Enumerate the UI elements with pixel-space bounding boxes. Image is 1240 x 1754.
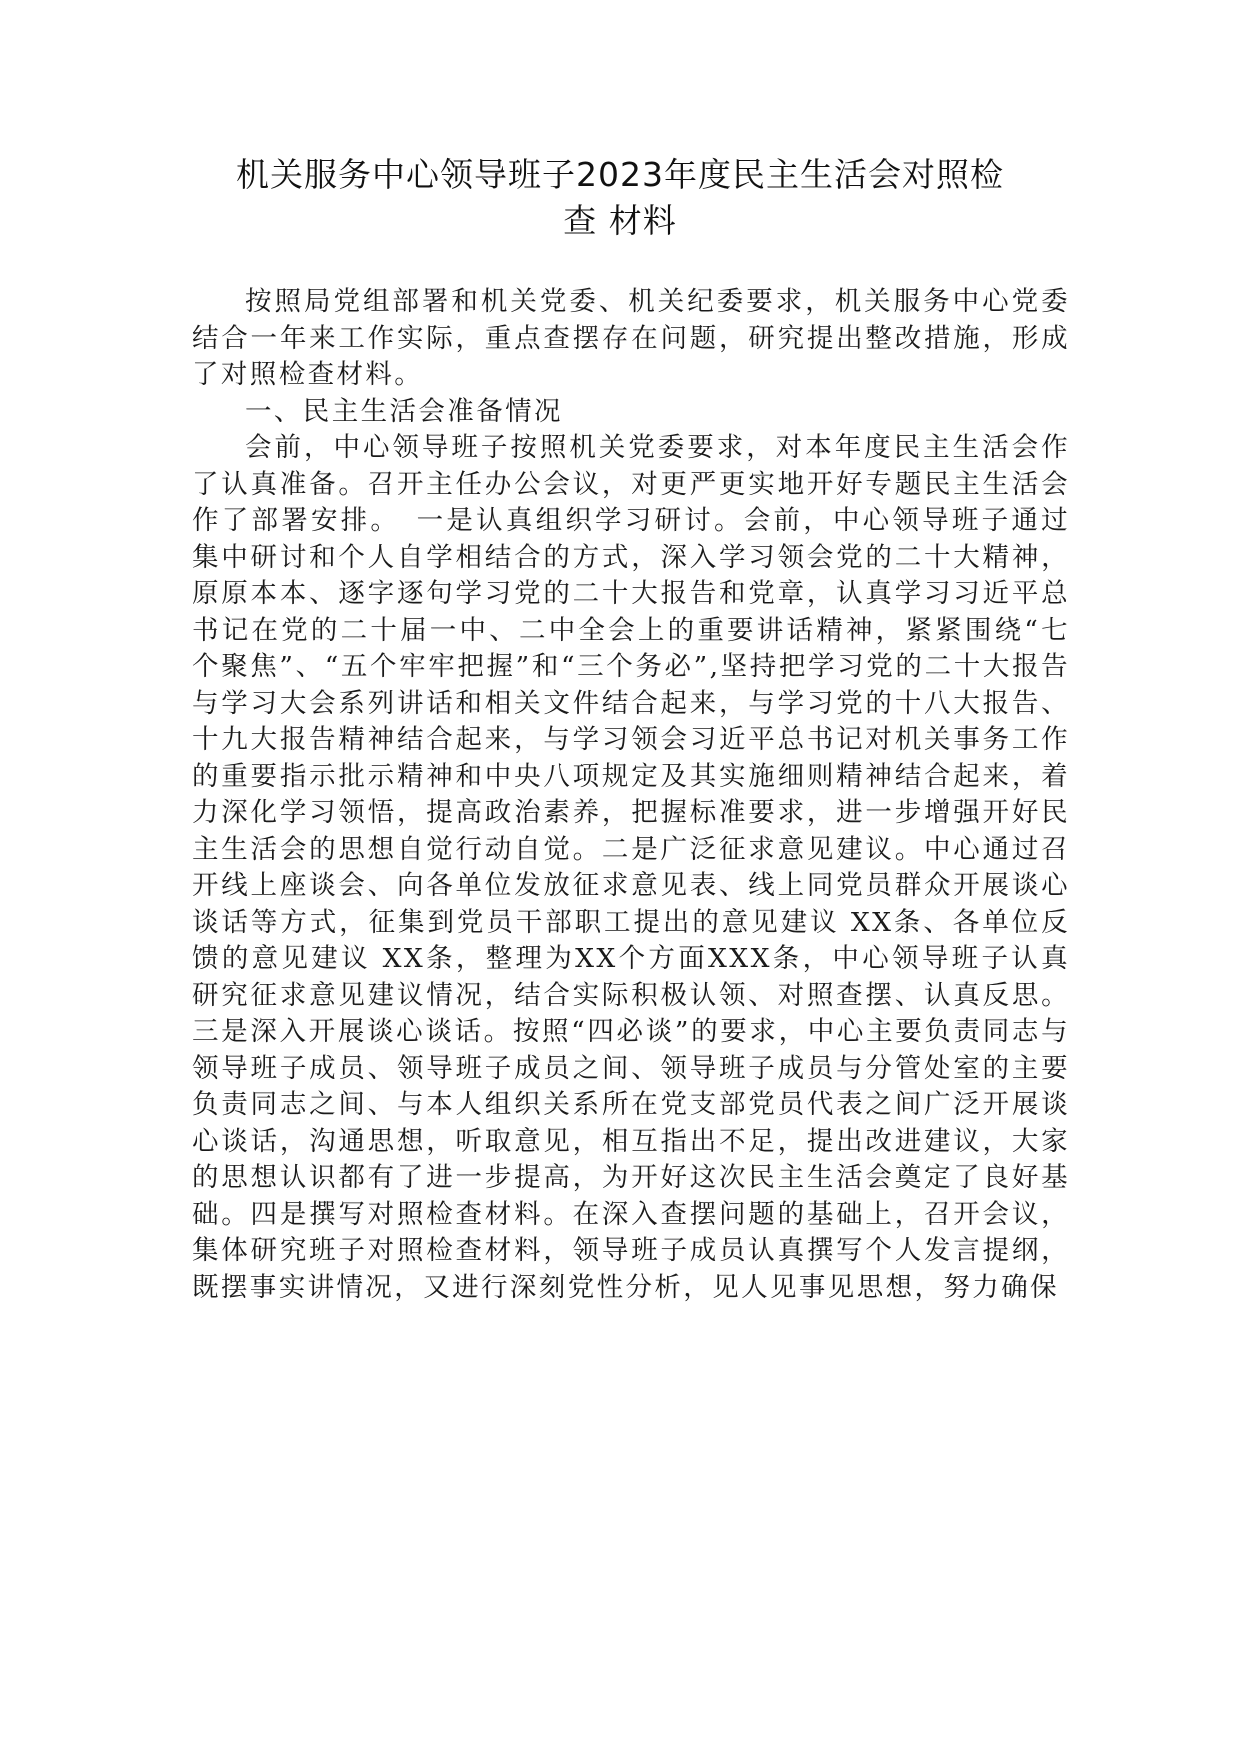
body-paragraph: 会前，中心领导班子按照机关党委要求，对本年度民主生活会作了认真准备。召开主任办公会议，对更严更实地开好专题民主生活会作了部署安排。 一是认真组织学习研讨。会前，中心领导班子通过集中研讨和个人自学相结合的方式，深入学习领会党的二十大精神，原原本本、逐字逐句学习党的二十大报告和党章，认真学习习近平总书记在党的二十届一中、二中全会上的重要讲话精神，紧紧围绕“七个聚焦”、“五个牢牢把握”和“三个务必”,坚持把学习党的二十大报告与学习大会系列讲话和相关文件结合起来，与学习党的十八大报告、十九大报告精神结合起来，与学习领会习近平总书记对机关事务工作的重要指示批示精神和中央八项规定及其实施细则精神结合起来，着力深化学习领悟，提高政治素养，把握标准要求，进一步增强开好民主生活会的思想自觉行动自觉。二是广泛征求意见建议。中心通过召开线上座谈会、向各单位发放征求意见表、线上同党员群众开展谈心谈话等方式，征集到党员干部职工提出的意见建议 XX条、各单位反馈的意见建议 XX条，整理为XX个方面XXX条，中心领导班子认真研究征求意见建议情况，结合实际积极认领、对照查摆、认真反思。三是深入开展谈心谈话。按照“四必谈”的要求，中心主要负责同志与领导班子成员、领导班子成员之间、领导班子成员与分管处室的主要负责同志之间、与本人组织关系所在党支部党员代表之间广泛开展谈心谈话，沟通思想，听取意见，相互指出不足，提出改进建议，大家的思想认识都有了进一步提高，为开好这次民主生活会奠定了良好基础。四是撰写对照检查材料。在深入查摆问题的基础上，召开会议，集体研究班子对照检查材料，领导班子成员认真撰写个人发言提纲，既摆事实讲情况，又进行深刻党性分析，见人见事见思想，努力确保 xyxy=(192,432,1070,1303)
title-line-1: 机关服务中心领导班子2023年度民主生活会对照检 xyxy=(236,155,1004,194)
document-title xyxy=(190,152,1050,244)
intro-paragraph: 按照局党组部署和机关党委、机关纪委要求，机关服务中心党委结合一年来工作实际，重点查摆存在问题，研究提出整改措施，形成了对照检查材料。 xyxy=(192,286,1070,390)
section-heading: 一、民主生活会准备情况 xyxy=(245,395,563,427)
title-line-2: 查 材料 xyxy=(563,201,677,240)
document-body xyxy=(192,284,1070,1306)
